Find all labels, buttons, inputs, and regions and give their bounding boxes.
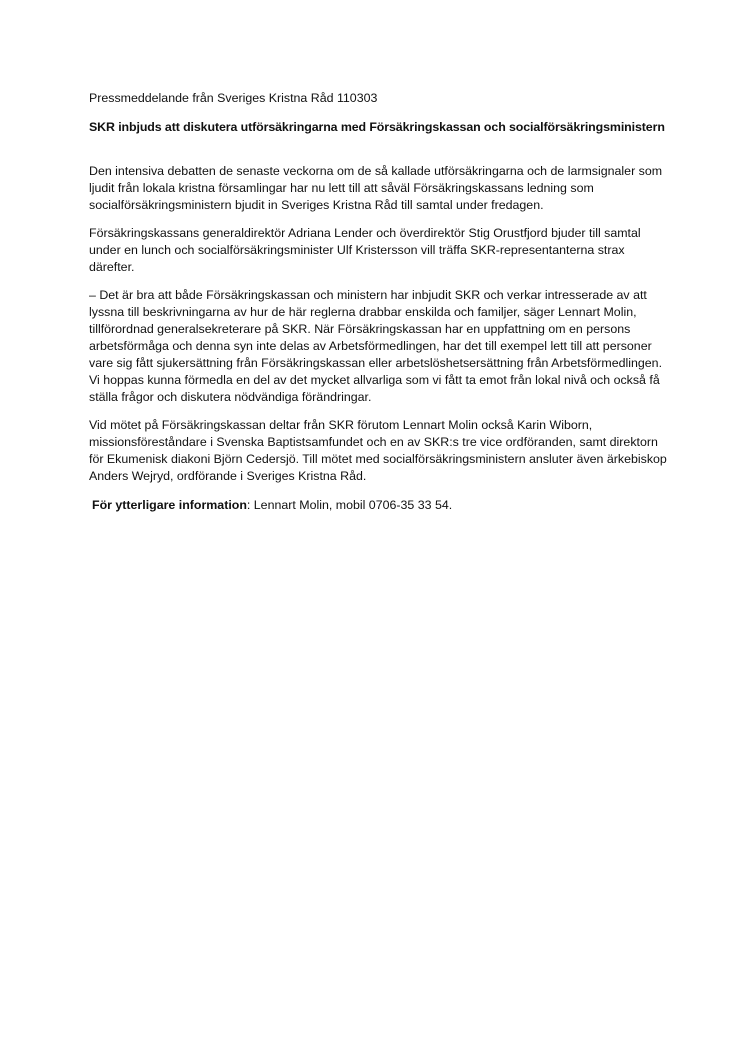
press-release-header: Pressmeddelande från Sveriges Kristna Råd 110303 <box>89 91 378 105</box>
contact-label: För ytterligare information <box>92 498 247 512</box>
press-release-headline: SKR inbjuds att diskutera utförsäkringarna med Försäkringskassan och socialförsäkringsministern <box>89 120 665 134</box>
press-release-body <box>89 90 669 514</box>
paragraph-4: Vid mötet på Försäkringskassan deltar från SKR förutom Lennart Molin också Karin Wiborn, missionsföreståndare i Svenska Baptistsamfundet och en av SKR:s tre vice ordföranden, samt direktorn för Ekumenisk diakoni Björn Cedersjö. Till mötet med socialförsäkringsministern ansluter även ärkebiskop Anders Wejryd, ordförande i Sveriges Kristna Råd. <box>89 418 667 483</box>
paragraph-2: Försäkringskassans generaldirektör Adriana Lender och överdirektör Stig Orustfjord bjuder till samtal under en lunch och socialförsäkringsminister Ulf Kristersson vill träffa SKR-representanterna strax därefter. <box>89 226 641 274</box>
contact-details: : Lennart Molin, mobil 0706-35 33 54. <box>246 498 453 512</box>
paragraph-3: – Det är bra att både Försäkringskassan och ministern har inbjudit SKR och verkar intresserade av att lyssna till beskrivningarna av hur de här reglerna drabbar enskilda och familjer, säger Lennart Molin, tillförordnad generalsekreterare på SKR. När Försäkringskassan har en uppfattning om en persons arbetsförmåga och denna syn inte delas av Arbetsförmedlingen, har det till exempel lett till att personer vare sig fått sjukersättning från Försäkringskassan eller arbetslöshetsersättning från Arbetsförmedlingen. Vi hoppas kunna förmedla en del av det mycket allvarliga som vi fått ta emot från lokal nivå och också få ställa frågor och diskutera nödvändiga förändringar. <box>89 288 663 404</box>
paragraph-1: Den intensiva debatten de senaste veckorna om de så kallade utförsäkringarna och de larmsignaler som ljudit från lokala kristna församlingar har nu lett till att såväl Försäkringskassans ledning som socialförsäkringsministern bjudit in Sveriges Kristna Råd till samtal under fredagen. <box>89 164 663 212</box>
contact-line <box>92 497 669 514</box>
